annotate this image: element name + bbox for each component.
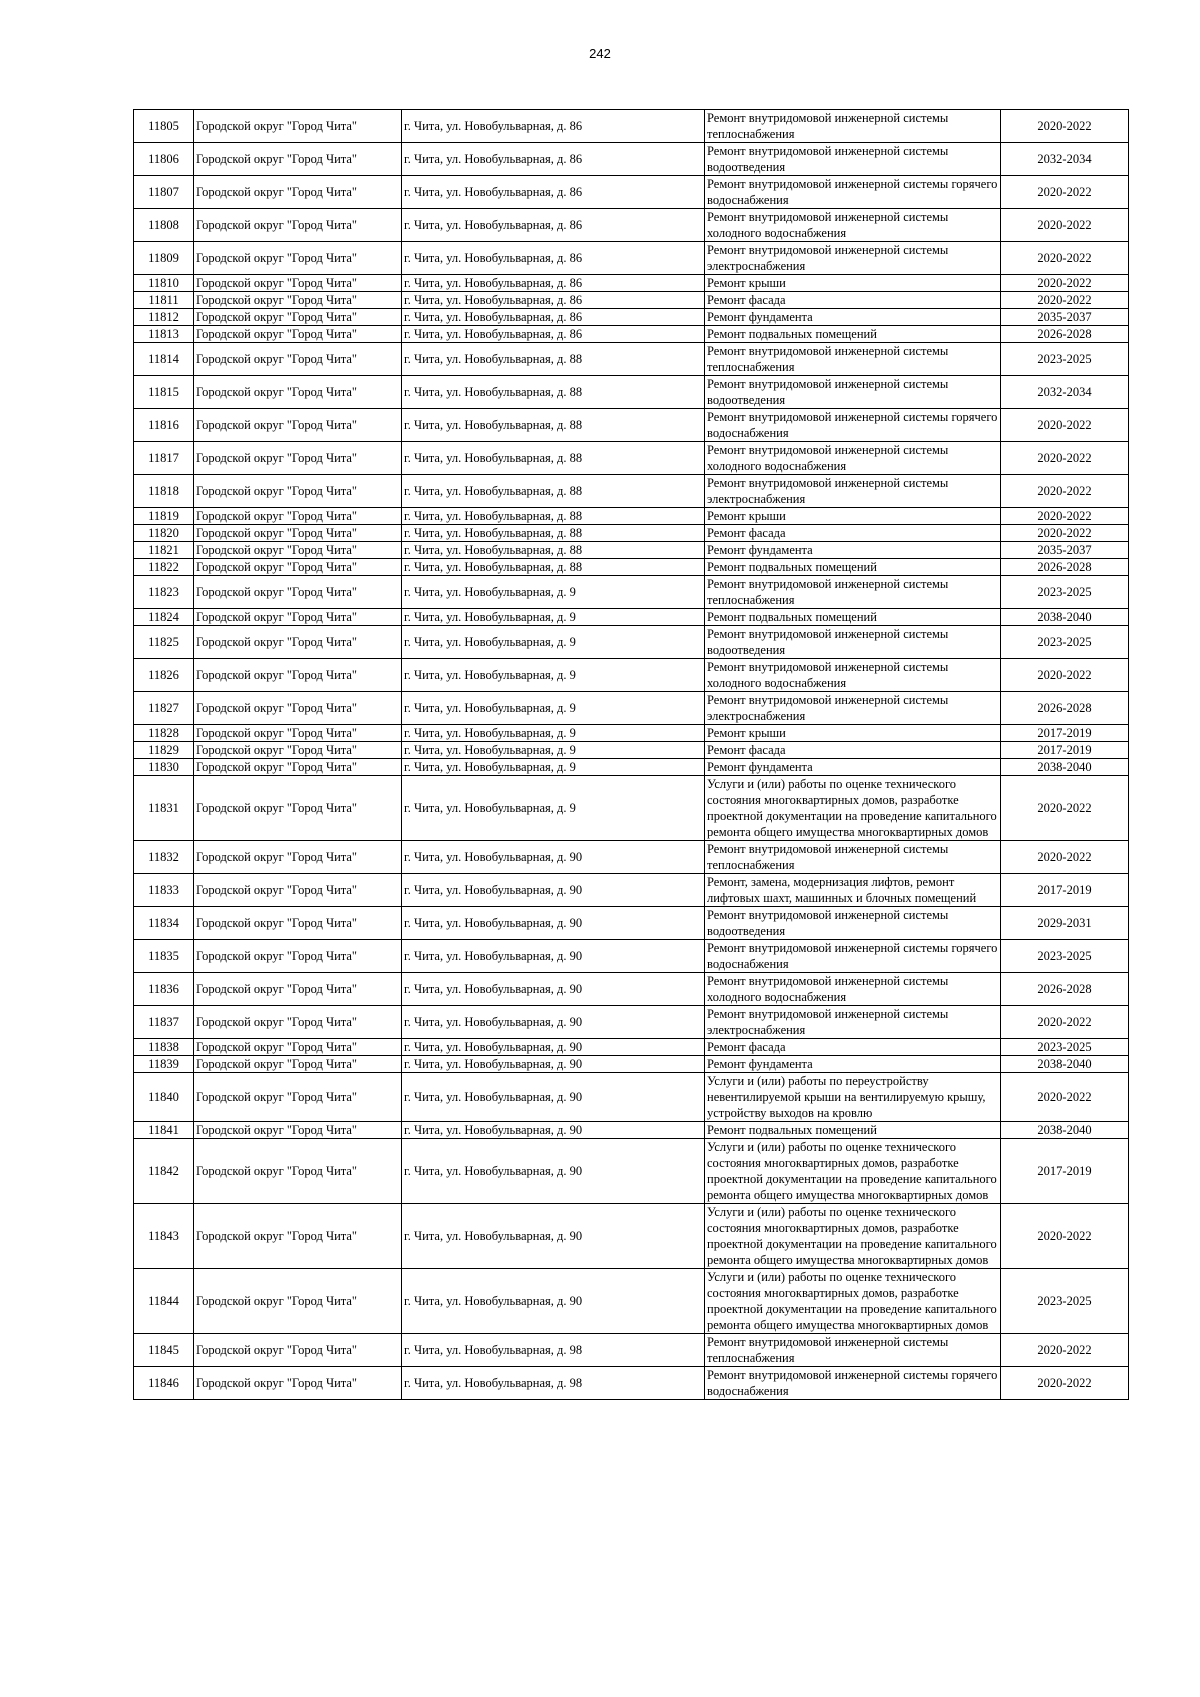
address-cell: г. Чита, ул. Новобульварная, д. 88	[402, 343, 705, 376]
table-row	[134, 508, 1129, 525]
work-type-cell: Ремонт фасада	[705, 292, 1001, 309]
period-cell: 2026-2028	[1001, 559, 1129, 576]
period-cell: 2023-2025	[1001, 343, 1129, 376]
work-type-cell: Ремонт внутридомовой инженерной системы водоотведения	[705, 626, 1001, 659]
address-cell: г. Чита, ул. Новобульварная, д. 86	[402, 275, 705, 292]
table-row	[134, 692, 1129, 725]
work-type-cell: Ремонт внутридомовой инженерной системы водоотведения	[705, 143, 1001, 176]
municipality-cell: Городской округ "Город Чита"	[194, 940, 402, 973]
municipality-cell: Городской округ "Город Чита"	[194, 242, 402, 275]
work-type-cell: Ремонт внутридомовой инженерной системы горячего водоснабжения	[705, 409, 1001, 442]
municipality-cell: Городской округ "Город Чита"	[194, 874, 402, 907]
municipality-cell: Городской округ "Город Чита"	[194, 376, 402, 409]
work-type-cell: Ремонт внутридомовой инженерной системы водоотведения	[705, 907, 1001, 940]
work-type-cell: Ремонт, замена, модернизация лифтов, ремонт лифтовых шахт, машинных и блочных помещений	[705, 874, 1001, 907]
period-cell: 2020-2022	[1001, 1006, 1129, 1039]
address-cell: г. Чита, ул. Новобульварная, д. 86	[402, 309, 705, 326]
municipality-cell: Городской округ "Город Чита"	[194, 576, 402, 609]
municipality-cell: Городской округ "Город Чита"	[194, 725, 402, 742]
table-row	[134, 1006, 1129, 1039]
table-row	[134, 576, 1129, 609]
work-type-cell: Ремонт внутридомовой инженерной системы холодного водоснабжения	[705, 209, 1001, 242]
work-type-cell: Ремонт внутридомовой инженерной системы теплоснабжения	[705, 1334, 1001, 1367]
row-number-cell: 11840	[134, 1073, 194, 1122]
row-number-cell: 11832	[134, 841, 194, 874]
table-row	[134, 242, 1129, 275]
address-cell: г. Чита, ул. Новобульварная, д. 86	[402, 326, 705, 343]
row-number-cell: 11835	[134, 940, 194, 973]
address-cell: г. Чита, ул. Новобульварная, д. 9	[402, 759, 705, 776]
address-cell: г. Чита, ул. Новобульварная, д. 88	[402, 442, 705, 475]
table-row	[134, 1073, 1129, 1122]
municipality-cell: Городской округ "Город Чита"	[194, 143, 402, 176]
period-cell: 2038-2040	[1001, 609, 1129, 626]
row-number-cell: 11821	[134, 542, 194, 559]
period-cell: 2023-2025	[1001, 940, 1129, 973]
row-number-cell: 11805	[134, 110, 194, 143]
address-cell: г. Чита, ул. Новобульварная, д. 9	[402, 576, 705, 609]
address-cell: г. Чита, ул. Новобульварная, д. 90	[402, 841, 705, 874]
work-type-cell: Ремонт внутридомовой инженерной системы теплоснабжения	[705, 841, 1001, 874]
municipality-cell: Городской округ "Город Чита"	[194, 508, 402, 525]
address-cell: г. Чита, ул. Новобульварная, д. 90	[402, 1006, 705, 1039]
table-row	[134, 1139, 1129, 1204]
table-row	[134, 542, 1129, 559]
period-cell: 2035-2037	[1001, 542, 1129, 559]
work-type-cell: Ремонт внутридомовой инженерной системы электроснабжения	[705, 692, 1001, 725]
work-type-cell: Ремонт внутридомовой инженерной системы холодного водоснабжения	[705, 973, 1001, 1006]
row-number-cell: 11819	[134, 508, 194, 525]
address-cell: г. Чита, ул. Новобульварная, д. 90	[402, 1139, 705, 1204]
table-row	[134, 143, 1129, 176]
municipality-cell: Городской округ "Город Чита"	[194, 1006, 402, 1039]
address-cell: г. Чита, ул. Новобульварная, д. 86	[402, 242, 705, 275]
address-cell: г. Чита, ул. Новобульварная, д. 88	[402, 376, 705, 409]
table-row	[134, 1122, 1129, 1139]
row-number-cell: 11837	[134, 1006, 194, 1039]
work-type-cell: Ремонт внутридомовой инженерной системы теплоснабжения	[705, 343, 1001, 376]
work-type-cell: Ремонт внутридомовой инженерной системы холодного водоснабжения	[705, 442, 1001, 475]
row-number-cell: 11826	[134, 659, 194, 692]
work-type-cell: Ремонт внутридомовой инженерной системы электроснабжения	[705, 242, 1001, 275]
table-row	[134, 409, 1129, 442]
table-row	[134, 626, 1129, 659]
table-row	[134, 275, 1129, 292]
work-type-cell: Услуги и (или) работы по оценке технического состояния многоквартирных домов, разработке проектной документации на проведение капитального ремонта общего имущества многоквартирных домов	[705, 776, 1001, 841]
address-cell: г. Чита, ул. Новобульварная, д. 98	[402, 1367, 705, 1400]
address-cell: г. Чита, ул. Новобульварная, д. 86	[402, 292, 705, 309]
work-type-cell: Ремонт внутридомовой инженерной системы водоотведения	[705, 376, 1001, 409]
row-number-cell: 11820	[134, 525, 194, 542]
address-cell: г. Чита, ул. Новобульварная, д. 90	[402, 1073, 705, 1122]
work-type-cell: Ремонт внутридомовой инженерной системы теплоснабжения	[705, 576, 1001, 609]
municipality-cell: Городской округ "Город Чита"	[194, 759, 402, 776]
municipality-cell: Городской округ "Город Чита"	[194, 1056, 402, 1073]
address-cell: г. Чита, ул. Новобульварная, д. 98	[402, 1334, 705, 1367]
table-row	[134, 940, 1129, 973]
municipality-cell: Городской округ "Город Чита"	[194, 626, 402, 659]
row-number-cell: 11839	[134, 1056, 194, 1073]
municipality-cell: Городской округ "Город Чита"	[194, 692, 402, 725]
municipality-cell: Городской округ "Город Чита"	[194, 110, 402, 143]
municipality-cell: Городской округ "Город Чита"	[194, 176, 402, 209]
row-number-cell: 11830	[134, 759, 194, 776]
municipality-cell: Городской округ "Город Чита"	[194, 409, 402, 442]
period-cell: 2023-2025	[1001, 626, 1129, 659]
address-cell: г. Чита, ул. Новобульварная, д. 90	[402, 1056, 705, 1073]
table-row	[134, 376, 1129, 409]
row-number-cell: 11829	[134, 742, 194, 759]
address-cell: г. Чита, ул. Новобульварная, д. 9	[402, 626, 705, 659]
municipality-cell: Городской округ "Город Чита"	[194, 1122, 402, 1139]
table-row	[134, 110, 1129, 143]
municipality-cell: Городской округ "Город Чита"	[194, 609, 402, 626]
municipality-cell: Городской округ "Город Чита"	[194, 275, 402, 292]
table-row	[134, 776, 1129, 841]
table-row	[134, 742, 1129, 759]
row-number-cell: 11825	[134, 626, 194, 659]
work-type-cell: Ремонт крыши	[705, 275, 1001, 292]
address-cell: г. Чита, ул. Новобульварная, д. 90	[402, 940, 705, 973]
row-number-cell: 11827	[134, 692, 194, 725]
period-cell: 2023-2025	[1001, 1039, 1129, 1056]
municipality-cell: Городской округ "Город Чита"	[194, 343, 402, 376]
address-cell: г. Чита, ул. Новобульварная, д. 88	[402, 525, 705, 542]
address-cell: г. Чита, ул. Новобульварная, д. 88	[402, 475, 705, 508]
address-cell: г. Чита, ул. Новобульварная, д. 90	[402, 1204, 705, 1269]
work-type-cell: Ремонт внутридомовой инженерной системы горячего водоснабжения	[705, 940, 1001, 973]
row-number-cell: 11806	[134, 143, 194, 176]
table-row	[134, 841, 1129, 874]
row-number-cell: 11846	[134, 1367, 194, 1400]
work-type-cell: Ремонт внутридомовой инженерной системы горячего водоснабжения	[705, 1367, 1001, 1400]
municipality-cell: Городской округ "Город Чита"	[194, 542, 402, 559]
period-cell: 2023-2025	[1001, 1269, 1129, 1334]
period-cell: 2026-2028	[1001, 973, 1129, 1006]
municipality-cell: Городской округ "Город Чита"	[194, 1204, 402, 1269]
table-row	[134, 475, 1129, 508]
period-cell: 2020-2022	[1001, 242, 1129, 275]
row-number-cell: 11824	[134, 609, 194, 626]
period-cell: 2020-2022	[1001, 1073, 1129, 1122]
work-type-cell: Ремонт внутридомовой инженерной системы горячего водоснабжения	[705, 176, 1001, 209]
row-number-cell: 11809	[134, 242, 194, 275]
row-number-cell: 11813	[134, 326, 194, 343]
row-number-cell: 11843	[134, 1204, 194, 1269]
repair-schedule-table	[133, 109, 1129, 1400]
period-cell: 2017-2019	[1001, 742, 1129, 759]
period-cell: 2020-2022	[1001, 409, 1129, 442]
address-cell: г. Чита, ул. Новобульварная, д. 88	[402, 409, 705, 442]
municipality-cell: Городской округ "Город Чита"	[194, 525, 402, 542]
row-number-cell: 11834	[134, 907, 194, 940]
work-type-cell: Ремонт внутридомовой инженерной системы электроснабжения	[705, 1006, 1001, 1039]
row-number-cell: 11815	[134, 376, 194, 409]
table-row	[134, 1334, 1129, 1367]
address-cell: г. Чита, ул. Новобульварная, д. 9	[402, 692, 705, 725]
work-type-cell: Услуги и (или) работы по оценке технического состояния многоквартирных домов, разработке проектной документации на проведение капитального ремонта общего имущества многоквартирных домов	[705, 1269, 1001, 1334]
table-row	[134, 209, 1129, 242]
row-number-cell: 11833	[134, 874, 194, 907]
row-number-cell: 11810	[134, 275, 194, 292]
work-type-cell: Услуги и (или) работы по оценке технического состояния многоквартирных домов, разработке проектной документации на проведение капитального ремонта общего имущества многоквартирных домов	[705, 1204, 1001, 1269]
municipality-cell: Городской округ "Город Чита"	[194, 1139, 402, 1204]
address-cell: г. Чита, ул. Новобульварная, д. 90	[402, 874, 705, 907]
table-row	[134, 309, 1129, 326]
municipality-cell: Городской округ "Город Чита"	[194, 659, 402, 692]
row-number-cell: 11807	[134, 176, 194, 209]
period-cell: 2020-2022	[1001, 110, 1129, 143]
table-row	[134, 1269, 1129, 1334]
address-cell: г. Чита, ул. Новобульварная, д. 86	[402, 209, 705, 242]
row-number-cell: 11816	[134, 409, 194, 442]
table-row	[134, 874, 1129, 907]
address-cell: г. Чита, ул. Новобульварная, д. 9	[402, 776, 705, 841]
municipality-cell: Городской округ "Город Чита"	[194, 209, 402, 242]
municipality-cell: Городской округ "Город Чита"	[194, 1367, 402, 1400]
work-type-cell: Ремонт внутридомовой инженерной системы холодного водоснабжения	[705, 659, 1001, 692]
period-cell: 2038-2040	[1001, 1122, 1129, 1139]
table-row	[134, 1367, 1129, 1400]
row-number-cell: 11822	[134, 559, 194, 576]
municipality-cell: Городской округ "Город Чита"	[194, 973, 402, 1006]
work-type-cell: Ремонт фасада	[705, 742, 1001, 759]
row-number-cell: 11812	[134, 309, 194, 326]
period-cell: 2032-2034	[1001, 376, 1129, 409]
municipality-cell: Городской округ "Город Чита"	[194, 1039, 402, 1056]
table-row	[134, 292, 1129, 309]
row-number-cell: 11845	[134, 1334, 194, 1367]
address-cell: г. Чита, ул. Новобульварная, д. 88	[402, 508, 705, 525]
period-cell: 2020-2022	[1001, 1367, 1129, 1400]
work-type-cell: Ремонт фундамента	[705, 759, 1001, 776]
table-row	[134, 1204, 1129, 1269]
work-type-cell: Услуги и (или) работы по переустройству невентилируемой крыши на вентилируемую крышу, устройству выходов на кровлю	[705, 1073, 1001, 1122]
work-type-cell: Ремонт подвальных помещений	[705, 559, 1001, 576]
municipality-cell: Городской округ "Город Чита"	[194, 475, 402, 508]
address-cell: г. Чита, ул. Новобульварная, д. 86	[402, 110, 705, 143]
address-cell: г. Чита, ул. Новобульварная, д. 88	[402, 559, 705, 576]
work-type-cell: Ремонт подвальных помещений	[705, 609, 1001, 626]
period-cell: 2020-2022	[1001, 525, 1129, 542]
address-cell: г. Чита, ул. Новобульварная, д. 9	[402, 659, 705, 692]
table-row	[134, 343, 1129, 376]
work-type-cell: Ремонт крыши	[705, 725, 1001, 742]
table-row	[134, 725, 1129, 742]
table-row	[134, 907, 1129, 940]
table-body	[134, 110, 1129, 1400]
period-cell: 2020-2022	[1001, 659, 1129, 692]
table-row	[134, 559, 1129, 576]
period-cell: 2020-2022	[1001, 275, 1129, 292]
municipality-cell: Городской округ "Город Чита"	[194, 742, 402, 759]
period-cell: 2020-2022	[1001, 475, 1129, 508]
table-row	[134, 609, 1129, 626]
work-type-cell: Ремонт крыши	[705, 508, 1001, 525]
municipality-cell: Городской округ "Город Чита"	[194, 1073, 402, 1122]
work-type-cell: Услуги и (или) работы по оценке технического состояния многоквартирных домов, разработке проектной документации на проведение капитального ремонта общего имущества многоквартирных домов	[705, 1139, 1001, 1204]
work-type-cell: Ремонт фундамента	[705, 1056, 1001, 1073]
row-number-cell: 11818	[134, 475, 194, 508]
work-type-cell: Ремонт фундамента	[705, 542, 1001, 559]
table-row	[134, 525, 1129, 542]
period-cell: 2026-2028	[1001, 326, 1129, 343]
period-cell: 2026-2028	[1001, 692, 1129, 725]
period-cell: 2017-2019	[1001, 725, 1129, 742]
municipality-cell: Городской округ "Город Чита"	[194, 1269, 402, 1334]
work-type-cell: Ремонт фундамента	[705, 309, 1001, 326]
municipality-cell: Городской округ "Город Чита"	[194, 1334, 402, 1367]
address-cell: г. Чита, ул. Новобульварная, д. 90	[402, 1039, 705, 1056]
municipality-cell: Городской округ "Город Чита"	[194, 907, 402, 940]
address-cell: г. Чита, ул. Новобульварная, д. 90	[402, 1269, 705, 1334]
page-number: 242	[589, 46, 611, 61]
row-number-cell: 11808	[134, 209, 194, 242]
row-number-cell: 11817	[134, 442, 194, 475]
work-type-cell: Ремонт фасада	[705, 525, 1001, 542]
work-type-cell: Ремонт подвальных помещений	[705, 326, 1001, 343]
period-cell: 2020-2022	[1001, 776, 1129, 841]
address-cell: г. Чита, ул. Новобульварная, д. 90	[402, 973, 705, 1006]
municipality-cell: Городской округ "Город Чита"	[194, 776, 402, 841]
address-cell: г. Чита, ул. Новобульварная, д. 9	[402, 742, 705, 759]
period-cell: 2020-2022	[1001, 508, 1129, 525]
row-number-cell: 11831	[134, 776, 194, 841]
address-cell: г. Чита, ул. Новобульварная, д. 86	[402, 176, 705, 209]
address-cell: г. Чита, ул. Новобульварная, д. 86	[402, 143, 705, 176]
row-number-cell: 11836	[134, 973, 194, 1006]
period-cell: 2032-2034	[1001, 143, 1129, 176]
municipality-cell: Городской округ "Город Чита"	[194, 442, 402, 475]
address-cell: г. Чита, ул. Новобульварная, д. 90	[402, 907, 705, 940]
municipality-cell: Городской округ "Город Чита"	[194, 841, 402, 874]
address-cell: г. Чита, ул. Новобульварная, д. 90	[402, 1122, 705, 1139]
work-type-cell: Ремонт внутридомовой инженерной системы теплоснабжения	[705, 110, 1001, 143]
period-cell: 2020-2022	[1001, 1334, 1129, 1367]
work-type-cell: Ремонт подвальных помещений	[705, 1122, 1001, 1139]
table-row	[134, 659, 1129, 692]
period-cell: 2023-2025	[1001, 576, 1129, 609]
municipality-cell: Городской округ "Город Чита"	[194, 559, 402, 576]
period-cell: 2020-2022	[1001, 1204, 1129, 1269]
period-cell: 2020-2022	[1001, 209, 1129, 242]
period-cell: 2020-2022	[1001, 442, 1129, 475]
period-cell: 2017-2019	[1001, 874, 1129, 907]
address-cell: г. Чита, ул. Новобульварная, д. 9	[402, 609, 705, 626]
row-number-cell: 11844	[134, 1269, 194, 1334]
table-row	[134, 1056, 1129, 1073]
row-number-cell: 11811	[134, 292, 194, 309]
period-cell: 2017-2019	[1001, 1139, 1129, 1204]
table-row	[134, 973, 1129, 1006]
row-number-cell: 11814	[134, 343, 194, 376]
period-cell: 2035-2037	[1001, 309, 1129, 326]
row-number-cell: 11828	[134, 725, 194, 742]
work-type-cell: Ремонт внутридомовой инженерной системы электроснабжения	[705, 475, 1001, 508]
address-cell: г. Чита, ул. Новобульварная, д. 88	[402, 542, 705, 559]
period-cell: 2020-2022	[1001, 841, 1129, 874]
table-row	[134, 759, 1129, 776]
table-row	[134, 326, 1129, 343]
period-cell: 2038-2040	[1001, 1056, 1129, 1073]
table-row	[134, 442, 1129, 475]
period-cell: 2038-2040	[1001, 759, 1129, 776]
municipality-cell: Городской округ "Город Чита"	[194, 292, 402, 309]
row-number-cell: 11838	[134, 1039, 194, 1056]
work-type-cell: Ремонт фасада	[705, 1039, 1001, 1056]
address-cell: г. Чита, ул. Новобульварная, д. 9	[402, 725, 705, 742]
period-cell: 2020-2022	[1001, 176, 1129, 209]
row-number-cell: 11841	[134, 1122, 194, 1139]
table-row	[134, 176, 1129, 209]
period-cell: 2029-2031	[1001, 907, 1129, 940]
row-number-cell: 11823	[134, 576, 194, 609]
period-cell: 2020-2022	[1001, 292, 1129, 309]
municipality-cell: Городской округ "Город Чита"	[194, 326, 402, 343]
table-row	[134, 1039, 1129, 1056]
municipality-cell: Городской округ "Город Чита"	[194, 309, 402, 326]
row-number-cell: 11842	[134, 1139, 194, 1204]
